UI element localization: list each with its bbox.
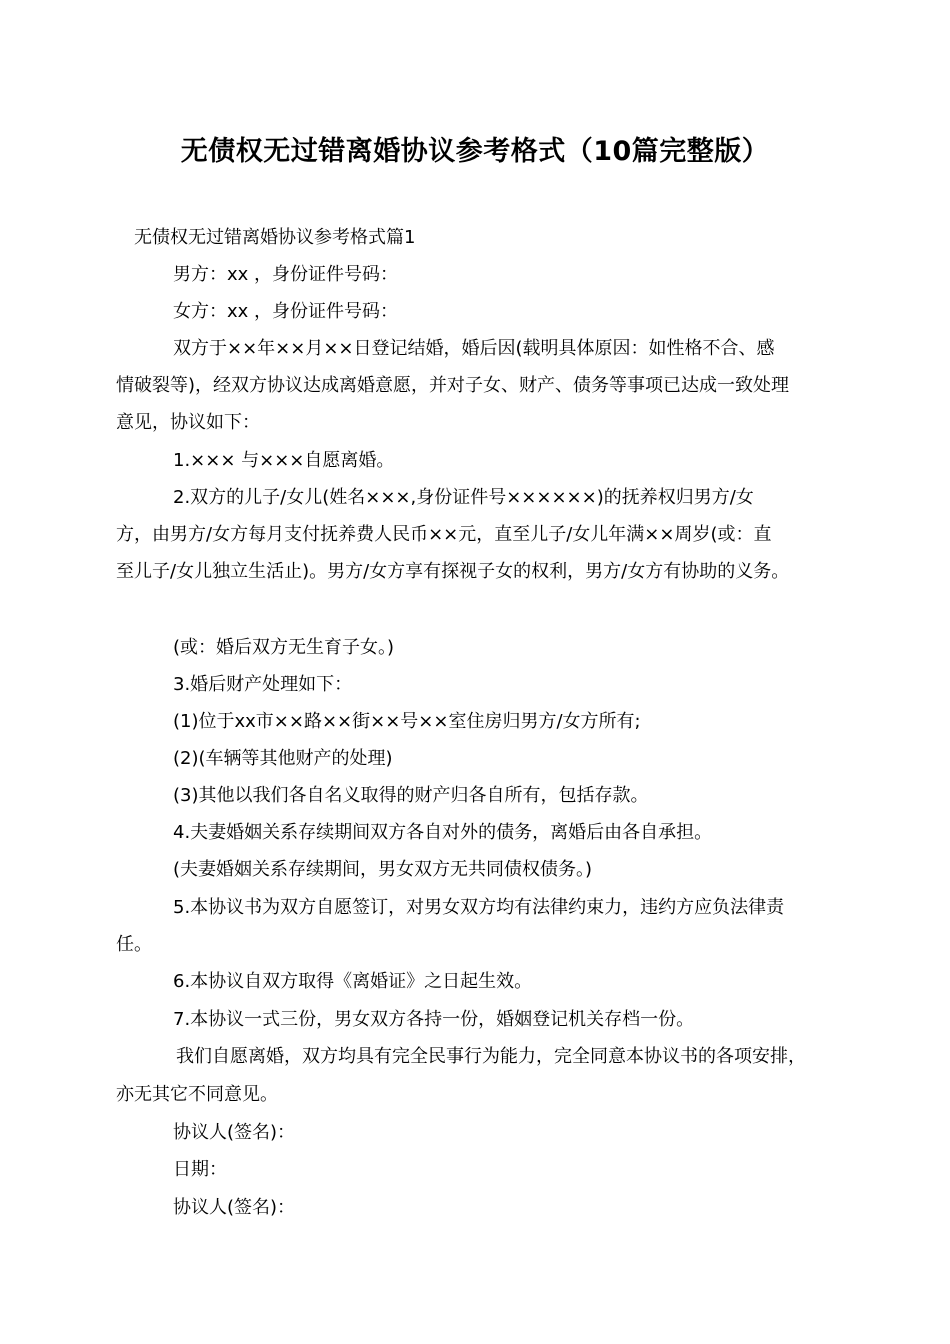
- clause-4: 4.夫妻婚姻关系存续期间双方各自对外的债务，离婚后由各自承担。: [173, 822, 713, 843]
- clause-7: 7.本协议一式三份，男女双方各持一份，婚姻登记机关存档一份。: [173, 1009, 695, 1030]
- clause-3-item-3: (3)其他以我们各自名义取得的财产归各自所有，包括存款。: [173, 785, 649, 806]
- male-party-line: 男方：xx ，身份证件号码：: [173, 264, 399, 285]
- clause-2-line: 至儿子/女儿独立生活止)。男方/女方享有探视子女的权利，男方/女方有协助的义务。: [116, 561, 790, 582]
- clause-3-item-2: (2)(车辆等其他财产的处理): [173, 748, 393, 769]
- clause-2-line: 方，由男方/女方每月支付抚养费人民币××元，直至儿子/女儿年满××周岁(或：直: [116, 524, 772, 545]
- intro-paragraph-line: 双方于××年××月××日登记结婚，婚后因(载明具体原因：如性格不合、感: [173, 338, 775, 359]
- clause-5-line: 5.本协议书为双方自愿签订，对男女双方均有法律约束力，违约方应负法律责: [173, 897, 785, 918]
- clause-2-alternative: (或：婚后双方无生育子女。): [173, 637, 395, 658]
- signature-line-2: 协议人(签名)：: [173, 1197, 296, 1218]
- clause-6: 6.本协议自双方取得《离婚证》之日起生效。: [173, 971, 533, 992]
- intro-paragraph-line: 意见，协议如下：: [116, 412, 260, 433]
- closing-statement-line: 我们自愿离婚，双方均具有完全民事行为能力，完全同意本协议书的各项安排，: [176, 1046, 806, 1067]
- closing-statement-line: 亦无其它不同意见。: [116, 1084, 278, 1105]
- clause-3-item-1: (1)位于xx市××路××街××号××室住房归男方/女方所有;: [173, 711, 641, 732]
- document-title: 无债权无过错离婚协议参考格式（10篇完整版）: [180, 136, 770, 167]
- date-line: 日期：: [173, 1159, 227, 1180]
- signature-line-1: 协议人(签名)：: [173, 1122, 296, 1143]
- section-heading: 无债权无过错离婚协议参考格式篇1: [134, 227, 416, 248]
- intro-paragraph-line: 情破裂等)，经双方协议达成离婚意愿，并对子女、财产、债务等事项已达成一致处理: [116, 375, 790, 396]
- clause-1: 1.××× 与×××自愿离婚。: [173, 450, 395, 471]
- clause-3: 3.婚后财产处理如下：: [173, 674, 353, 695]
- female-party-line: 女方：xx ，身份证件号码：: [173, 301, 399, 322]
- clause-4-alternative: (夫妻婚姻关系存续期间，男女双方无共同债权债务。): [173, 859, 593, 880]
- clause-5-line: 任。: [116, 934, 152, 955]
- clause-2-line: 2.双方的儿子/女儿(姓名×××,身份证件号××××××)的抚养权归男方/女: [173, 487, 754, 508]
